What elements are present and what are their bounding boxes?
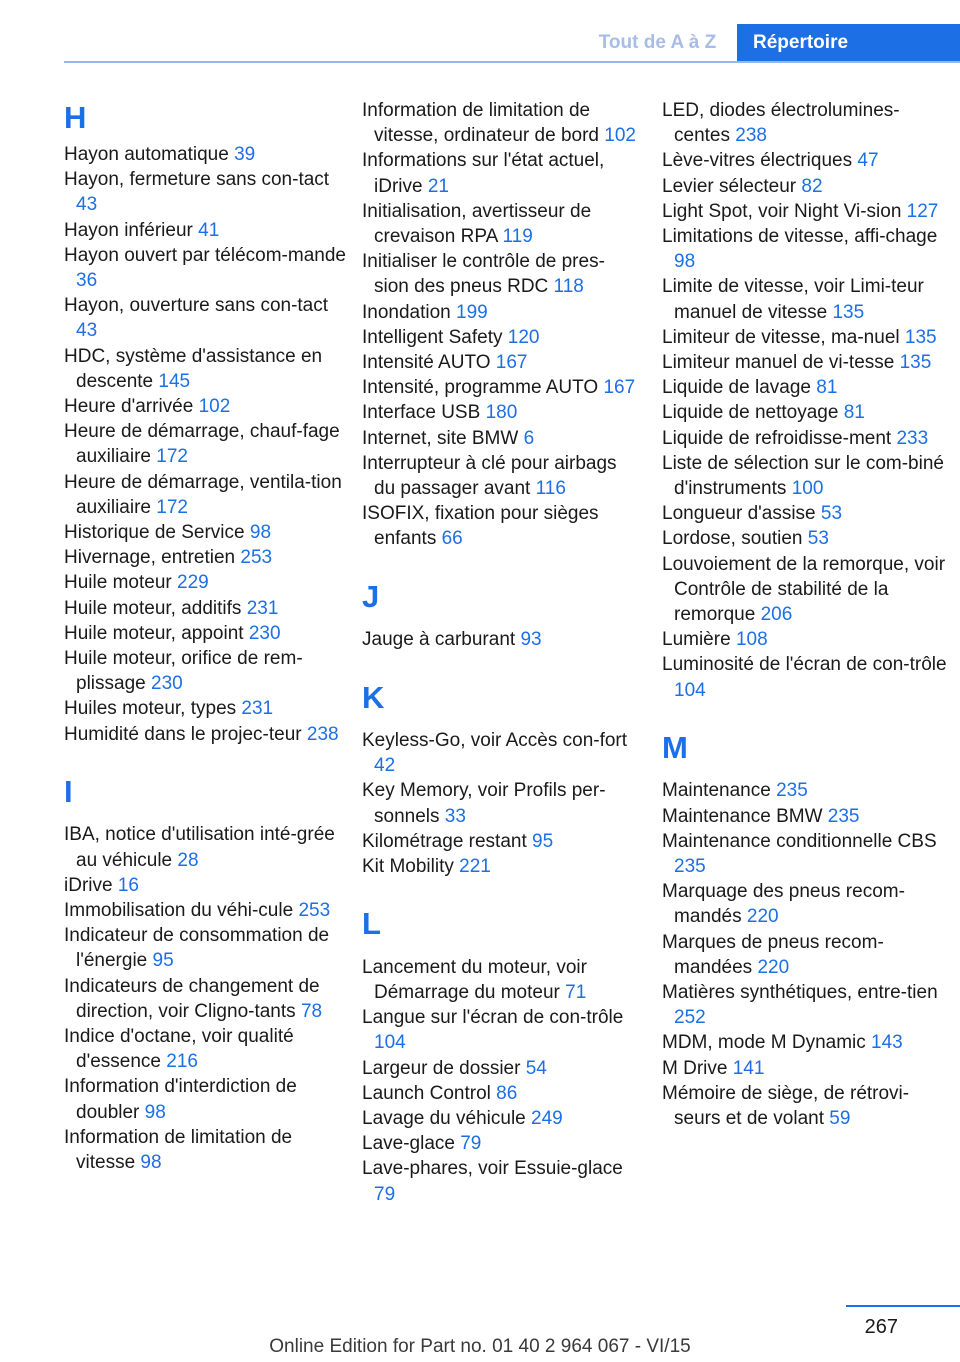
index-entry-term: Jauge à carburant — [362, 629, 516, 651]
index-entry-term: Huile moteur, orifice de rem-plissage — [64, 648, 303, 695]
page-reference-link[interactable]: 119 — [502, 226, 533, 248]
index-entry-term: Heure de démarrage, ventila-tion auxiliaire — [64, 471, 342, 518]
page-reference-link[interactable]: 206 — [760, 604, 793, 626]
index-entry — [662, 1030, 947, 1055]
index-entry — [362, 501, 637, 551]
index-entry — [662, 274, 947, 324]
header-divider — [64, 61, 960, 63]
index-entry-term: Hivernage, entretien — [64, 547, 236, 569]
index-entry — [64, 646, 349, 696]
page-reference-link[interactable]: 167 — [603, 377, 636, 399]
page-reference-link[interactable]: 21 — [427, 175, 449, 197]
page-reference-link[interactable]: 41 — [198, 219, 220, 241]
index-entry — [362, 300, 637, 325]
index-entry-term: Keyless-Go, voir Accès con-fort — [362, 730, 628, 752]
index-entry — [662, 400, 947, 425]
page-header — [0, 0, 960, 62]
index-entry-term: Langue sur l'écran de con-trôle — [362, 1007, 624, 1029]
index-entry — [362, 400, 637, 425]
index-entry — [362, 829, 637, 854]
index-entry — [64, 873, 349, 898]
index-letter-heading: K — [362, 679, 385, 715]
index-entry — [662, 778, 947, 803]
page-reference-link[interactable]: 78 — [300, 1000, 323, 1022]
page-reference-link[interactable]: 95 — [152, 950, 174, 972]
index-entry — [362, 854, 637, 879]
index-entry — [362, 199, 637, 249]
index-entry — [662, 652, 947, 702]
index-entry-term: Liquide de nettoyage — [662, 402, 839, 424]
index-entry-term: Maintenance conditionnelle CBS — [662, 830, 937, 852]
index-entry — [64, 545, 349, 570]
index-letter-heading: J — [362, 578, 380, 614]
index-entry-term: Matières synthétiques, entre-tien — [662, 982, 938, 1004]
index-entry-term: Internet, site BMW — [362, 427, 519, 449]
index-entry — [362, 375, 637, 400]
page-reference-link[interactable]: 104 — [674, 679, 706, 701]
index-entry-term: ISOFIX, fixation pour sièges enfants — [362, 503, 599, 550]
index-entry — [662, 501, 947, 526]
index-entry — [362, 1156, 637, 1206]
index-entry-term: Limitations de vitesse, affi-chage — [662, 226, 938, 248]
index-entry-term: Immobilisation du véhi-cule — [64, 900, 294, 922]
index-entry-term: Largeur de dossier — [362, 1057, 521, 1079]
index-entry — [362, 627, 637, 652]
page-reference-link[interactable]: 167 — [495, 352, 528, 374]
index-entry — [662, 174, 947, 199]
page-reference-link[interactable]: 43 — [76, 320, 98, 342]
index-entry — [362, 728, 637, 778]
index-entry — [362, 451, 637, 501]
page-reference-link[interactable]: 145 — [158, 370, 191, 392]
page-reference-link[interactable]: 102 — [198, 396, 231, 418]
index-column-1 — [64, 98, 349, 1175]
section-spacer — [362, 552, 637, 577]
page-reference-link[interactable]: 81 — [843, 402, 865, 424]
index-entry-term: Liste de sélection sur le com-biné d'instruments — [662, 452, 944, 500]
index-entry-term: HDC, système d'assistance en descente — [64, 345, 323, 392]
index-entry-term: Information d'interdiction de doubler — [64, 1076, 297, 1123]
page-reference-link[interactable]: 6 — [523, 427, 535, 449]
index-entry — [662, 224, 947, 274]
index-entry — [64, 293, 349, 343]
section-spacer — [362, 879, 637, 904]
index-entry — [64, 596, 349, 621]
index-entry — [64, 1074, 349, 1124]
page-reference-link[interactable]: 127 — [906, 200, 939, 222]
index-entry-term: Interrupteur à clé pour airbags du passager avant — [362, 452, 617, 500]
index-entry — [64, 419, 349, 469]
index-entry — [64, 394, 349, 419]
index-entry-term: Indice d'octane, voir qualité d'essence — [64, 1026, 294, 1073]
index-entry — [662, 980, 947, 1030]
index-entry — [662, 930, 947, 980]
page-reference-link[interactable]: 199 — [456, 301, 488, 323]
index-entry — [662, 350, 947, 375]
index-entry-term: MDM, mode M Dynamic — [662, 1032, 866, 1054]
index-entry — [64, 520, 349, 545]
index-entry — [662, 98, 947, 148]
page-reference-link[interactable]: 172 — [156, 446, 188, 468]
page-reference-link[interactable]: 135 — [899, 352, 932, 374]
page-reference-link[interactable]: 108 — [735, 629, 768, 651]
index-entry — [362, 325, 637, 350]
index-entry — [64, 344, 349, 394]
index-entry — [362, 778, 637, 828]
page-reference-link[interactable]: 102 — [604, 125, 636, 147]
index-entry-term: Luminosité de l'écran de con-trôle — [662, 654, 947, 676]
page-reference-link[interactable]: 221 — [459, 856, 491, 878]
page-reference-link[interactable]: 98 — [144, 1101, 166, 1123]
page-reference-link[interactable]: 59 — [829, 1108, 851, 1130]
index-letter-heading: L — [362, 906, 381, 942]
page-reference-link[interactable]: 71 — [565, 982, 587, 1004]
index-entry-term: Maintenance — [662, 780, 771, 802]
index-entry — [362, 1106, 637, 1131]
index-entry-term: Kit Mobility — [362, 856, 454, 878]
index-entry — [662, 1056, 947, 1081]
index-entry-term: Intelligent Safety — [362, 326, 503, 348]
active-section-tab: Répertoire — [737, 24, 960, 61]
index-entry — [64, 1125, 349, 1175]
index-entry-term: LED, diodes électrolumines-centes — [662, 100, 900, 147]
index-entry — [662, 552, 947, 628]
index-entry-term: Hayon, ouverture sans con-tact — [64, 295, 329, 317]
page-reference-link[interactable]: 135 — [832, 301, 865, 323]
index-entry-term: Initialisation, avertisseur de crevaison RPA — [362, 200, 592, 248]
page-reference-link[interactable]: 238 — [306, 723, 339, 745]
index-entry-term: Information de limitation de vitesse, ordinateur de bord — [362, 100, 599, 147]
index-entry — [362, 249, 637, 299]
index-letter-heading: I — [64, 774, 73, 810]
index-entry — [64, 621, 349, 646]
index-entry-term: Hayon, fermeture sans con-tact — [64, 169, 330, 191]
page-reference-link[interactable]: 229 — [177, 572, 209, 594]
page-reference-link[interactable]: 143 — [871, 1032, 903, 1054]
page-reference-link[interactable]: 141 — [732, 1057, 765, 1079]
index-entry — [362, 955, 637, 1005]
index-entry — [662, 426, 947, 451]
page-reference-link[interactable]: 79 — [460, 1133, 482, 1155]
page-reference-link[interactable]: 231 — [246, 597, 279, 619]
index-entry — [362, 98, 637, 148]
page-reference-link[interactable]: 116 — [535, 478, 566, 500]
index-entry-term: Intensité, programme AUTO — [362, 377, 599, 399]
page-reference-link[interactable]: 230 — [151, 673, 183, 695]
index-entry-term: Lève-vitres électriques — [662, 150, 853, 172]
page-reference-link[interactable]: 82 — [801, 175, 823, 197]
index-entry-term: Marques de pneus recom-mandées — [662, 931, 884, 978]
index-entry-term: Louvoiement de la remorque, voir Contrôle de stabilité de la remorque — [662, 553, 946, 626]
index-entry-term: IBA, notice d'utilisation inté-grée au véhicule — [64, 824, 335, 871]
index-column-3 — [662, 98, 947, 1131]
page-reference-link[interactable]: 253 — [240, 547, 273, 569]
page-reference-link[interactable]: 98 — [674, 251, 696, 273]
index-entry — [662, 199, 947, 224]
index-entry-term: Huile moteur — [64, 572, 172, 594]
index-entry — [662, 627, 947, 652]
page-reference-link[interactable]: 66 — [441, 528, 463, 550]
page-reference-link[interactable]: 79 — [374, 1183, 396, 1205]
page-reference-link[interactable]: 36 — [76, 270, 98, 292]
index-entry — [64, 923, 349, 973]
page-reference-link[interactable]: 16 — [117, 874, 139, 896]
index-letter-heading: H — [64, 100, 87, 135]
page-reference-link[interactable]: 86 — [496, 1082, 518, 1104]
page-reference-link[interactable]: 216 — [166, 1051, 198, 1073]
index-entry-term: Lordose, soutien — [662, 528, 803, 550]
index-entry-term: Limiteur manuel de vi-tesse — [662, 352, 895, 374]
index-entry-term: Launch Control — [362, 1082, 491, 1104]
page-reference-link[interactable]: 33 — [444, 805, 466, 827]
index-entry — [662, 526, 947, 551]
index-entry — [662, 375, 947, 400]
index-entry-term: Light Spot, voir Night Vi-sion — [662, 200, 902, 222]
index-entry — [662, 804, 947, 829]
index-entry-term: Key Memory, voir Profils per-sonnels — [362, 780, 606, 827]
index-entry-term: Hayon ouvert par télécom-mande — [64, 244, 346, 266]
page-reference-link[interactable]: 43 — [76, 194, 98, 216]
page-reference-link[interactable]: 81 — [816, 377, 838, 399]
page-reference-link[interactable]: 235 — [827, 805, 860, 827]
index-entry — [662, 148, 947, 173]
index-entry-term: Huile moteur, appoint — [64, 622, 244, 644]
page-reference-link[interactable]: 118 — [553, 276, 584, 298]
index-entry-term: iDrive — [64, 874, 113, 896]
page-reference-link[interactable]: 100 — [791, 478, 824, 500]
index-entry — [64, 696, 349, 721]
page-reference-link[interactable]: 53 — [820, 503, 843, 525]
index-entry-term: Lavage du véhicule — [362, 1108, 526, 1130]
index-entry-term: Inondation — [362, 301, 451, 323]
index-entry — [362, 1081, 637, 1106]
index-entry-term: Lancement du moteur, voir Démarrage du moteur — [362, 956, 587, 1004]
index-entry-term: Lave-glace — [362, 1133, 455, 1155]
index-entry — [662, 829, 947, 879]
index-entry — [662, 325, 947, 350]
index-entry — [64, 570, 349, 595]
index-entry-term: Historique de Service — [64, 522, 245, 544]
index-entry-term: Intensité AUTO — [362, 352, 491, 374]
index-entry — [64, 218, 349, 243]
page-reference-link[interactable]: 252 — [674, 1007, 706, 1029]
index-entry — [662, 879, 947, 929]
index-entry — [64, 722, 349, 747]
index-entry-term: Indicateur de consommation de l'énergie — [64, 925, 330, 972]
page-reference-link[interactable]: 231 — [241, 698, 274, 720]
index-entry-term: Heure d'arrivée — [64, 396, 194, 418]
index-entry-term: Information de limitation de vitesse — [64, 1126, 293, 1174]
index-entry-term: Initialiser le contrôle de pres-sion des pneus RDC — [362, 251, 605, 298]
index-entry — [64, 822, 349, 872]
index-entry — [362, 1131, 637, 1156]
page-reference-link[interactable]: 230 — [248, 622, 281, 644]
page-reference-link[interactable]: 54 — [525, 1057, 547, 1079]
page-number: 267 — [864, 1316, 898, 1338]
footer-divider — [846, 1305, 960, 1307]
index-entry-term: Maintenance BMW — [662, 805, 823, 827]
index-entry — [64, 142, 349, 167]
index-entry — [362, 350, 637, 375]
page-reference-link[interactable]: 120 — [507, 326, 540, 348]
index-entry-term: Liquide de refroidisse-ment — [662, 427, 892, 449]
page-reference-link[interactable]: 47 — [857, 150, 879, 172]
page-reference-link[interactable]: 39 — [234, 144, 256, 165]
index-entry — [662, 1081, 947, 1131]
index-entry — [64, 898, 349, 923]
index-entry — [64, 167, 349, 217]
index-column-2 — [362, 98, 637, 1207]
page-reference-link[interactable]: 53 — [807, 528, 829, 550]
index-entry-term: Interface USB — [362, 402, 481, 424]
section-spacer — [662, 703, 947, 728]
page-reference-link[interactable]: 235 — [674, 856, 706, 878]
index-entry — [362, 1056, 637, 1081]
index-entry-term: Huiles moteur, types — [64, 698, 237, 720]
page-reference-link[interactable]: 172 — [156, 496, 188, 518]
page-reference-link[interactable]: 28 — [177, 849, 199, 871]
index-entry-term: Huile moteur, additifs — [64, 597, 242, 619]
index-entry — [64, 1024, 349, 1074]
index-entry — [64, 470, 349, 520]
page-reference-link[interactable]: 135 — [904, 326, 937, 348]
page-reference-link[interactable]: 220 — [757, 956, 790, 978]
section-tab: Tout de A à Z — [598, 32, 717, 53]
page-reference-link[interactable]: 95 — [532, 830, 554, 852]
index-entry-term: Heure de démarrage, chauf-fage auxiliaire — [64, 421, 340, 468]
index-entry-term: Marquage des pneus recom-mandés — [662, 881, 905, 928]
page-reference-link[interactable]: 238 — [735, 125, 767, 147]
index-letter-heading: M — [662, 730, 688, 766]
section-spacer — [64, 747, 349, 772]
index-entry-term: Humidité dans le projec-teur — [64, 723, 302, 745]
section-spacer — [362, 652, 637, 677]
index-entry-term: Mémoire de siège, de rétrovi-seurs et de volant — [662, 1082, 910, 1130]
index-entry-term: Hayon automatique — [64, 144, 229, 165]
index-entry — [362, 1005, 637, 1055]
page-reference-link[interactable]: 104 — [374, 1032, 406, 1054]
index-entry-term: Lumière — [662, 629, 731, 651]
index-entry — [362, 148, 637, 198]
page-reference-link[interactable]: 233 — [896, 427, 929, 449]
index-entry — [64, 974, 349, 1024]
index-entry — [662, 451, 947, 501]
index-entry — [362, 426, 637, 451]
index-entry-term: Limite de vitesse, voir Limi-teur manuel de vitesse — [662, 276, 924, 323]
page-reference-link[interactable]: 98 — [140, 1152, 162, 1174]
page-reference-link[interactable]: 42 — [374, 755, 396, 777]
index-entry-term: Informations sur l'état actuel, iDrive — [362, 150, 605, 197]
index-entry-term: Lave-phares, voir Essuie-glace — [362, 1158, 623, 1180]
edition-footer: Online Edition for Part no. 01 40 2 964 067 - VI/15 — [269, 1336, 691, 1357]
page-reference-link[interactable]: 220 — [746, 906, 779, 928]
index-entry-term: Levier sélecteur — [662, 175, 797, 197]
index-entry-term: Limiteur de vitesse, ma-nuel — [662, 326, 900, 348]
index-entry-term: Longueur d'assise — [662, 503, 816, 525]
page-reference-link[interactable]: 253 — [298, 900, 331, 922]
page-reference-link[interactable]: 98 — [249, 522, 272, 544]
page-reference-link[interactable]: 235 — [776, 780, 808, 802]
index-entry — [64, 243, 349, 293]
page-reference-link[interactable]: 249 — [531, 1108, 563, 1130]
index-entry-term: Indicateurs de changement de direction, voir Cligno-tants — [64, 975, 320, 1022]
index-entry-term: Liquide de lavage — [662, 377, 811, 399]
index-entry-term: Hayon inférieur — [64, 219, 193, 241]
index-entry-term: Kilométrage restant — [362, 830, 527, 852]
page-reference-link[interactable]: 93 — [520, 629, 542, 651]
page-reference-link[interactable]: 180 — [485, 402, 518, 424]
index-entry-term: M Drive — [662, 1057, 728, 1079]
